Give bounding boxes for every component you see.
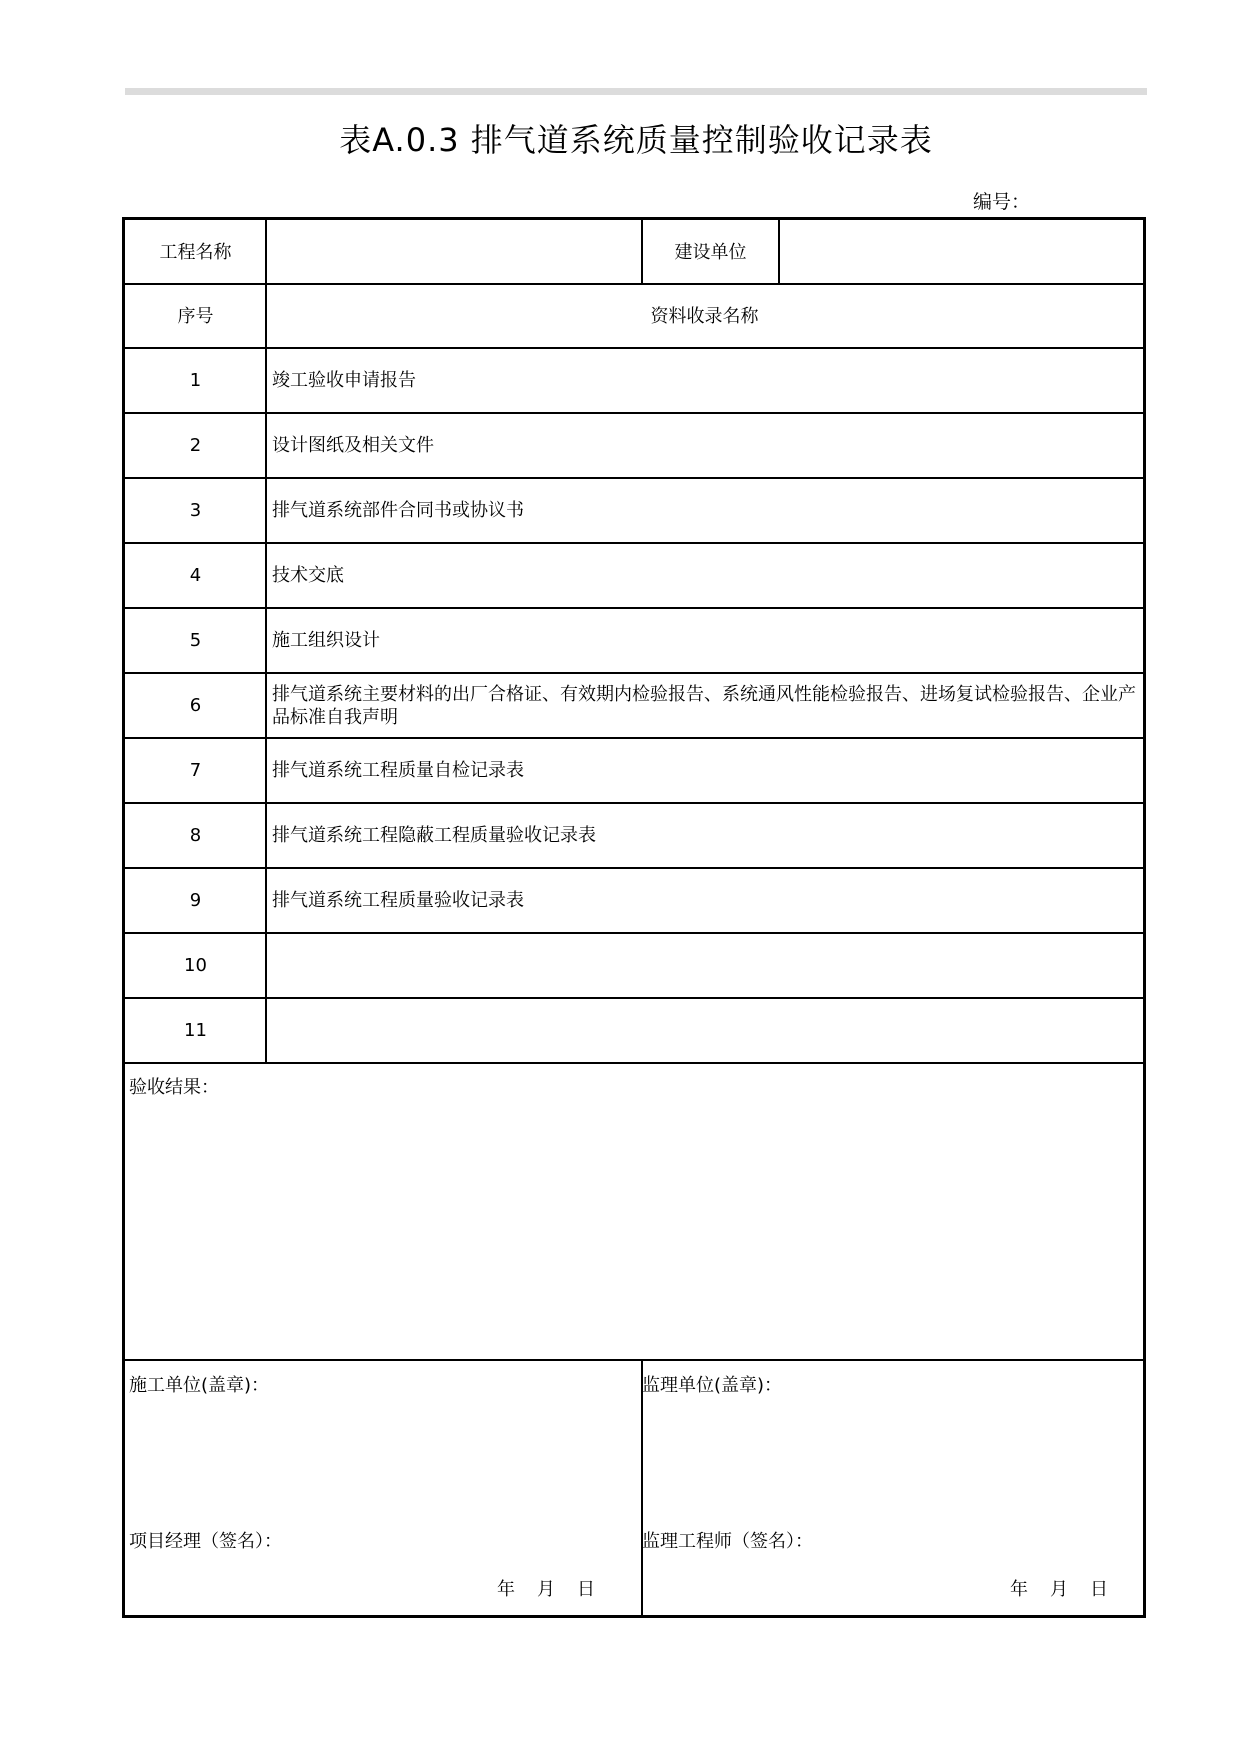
supervision-sign-date	[1010, 1578, 1130, 1601]
acceptance-result-area[interactable]	[125, 1063, 1143, 1360]
row-divider	[125, 1062, 1143, 1064]
column-divider	[641, 220, 643, 284]
table-row-name: 施工组织设计	[272, 630, 380, 651]
date-day-label: 日	[577, 1579, 595, 1600]
table-row-index: 1	[189, 370, 202, 391]
column-header-index: 序号	[177, 305, 214, 327]
row-divider	[125, 542, 1143, 544]
table-row-index: 6	[189, 695, 202, 716]
serial-number-label: 编号：	[973, 191, 1031, 213]
supervising-engineer-signature-label: 监理工程师（签名）：	[642, 1531, 813, 1552]
table-row-name[interactable]	[266, 933, 1143, 998]
date-day-label: 日	[1090, 1579, 1108, 1600]
table-row-name: 排气道系统部件合同书或协议书	[272, 500, 524, 521]
builder-label: 建设单位	[674, 241, 747, 263]
date-month-label: 月	[537, 1579, 555, 1600]
row-divider	[125, 477, 1143, 479]
date-month-label: 月	[1050, 1579, 1068, 1600]
date-year-label: 年	[497, 1579, 515, 1600]
builder-field[interactable]	[779, 220, 1143, 284]
row-divider	[125, 672, 1143, 674]
table-row-index: 3	[189, 500, 202, 521]
table-row-name: 排气道系统工程质量自检记录表	[272, 760, 524, 781]
row-divider	[125, 932, 1143, 934]
construction-sign-date	[497, 1578, 617, 1601]
table-row-name[interactable]	[266, 998, 1143, 1063]
top-rule	[125, 88, 1147, 95]
row-divider	[125, 867, 1143, 869]
row-divider	[125, 802, 1143, 804]
table-row-name: 排气道系统工程质量验收记录表	[272, 890, 524, 911]
row-divider	[125, 1359, 1143, 1361]
table-row-name: 设计图纸及相关文件	[272, 435, 434, 456]
project-manager-signature-label: 项目经理（签名）：	[129, 1531, 282, 1552]
inspection-form	[122, 217, 1146, 1618]
row-divider	[125, 412, 1143, 414]
project-name-field[interactable]	[266, 220, 642, 284]
column-divider	[265, 220, 267, 1063]
row-divider	[125, 997, 1143, 999]
table-row-index: 7	[189, 760, 202, 781]
column-header-name: 资料收录名称	[650, 305, 759, 327]
page-title: 表A.0.3 排气道系统质量控制验收记录表	[339, 121, 933, 159]
row-divider	[125, 737, 1143, 739]
row-divider	[125, 283, 1143, 285]
table-row-name: 技术交底	[272, 565, 344, 586]
table-row-name: 排气道系统主要材料的出厂合格证、有效期内检验报告、系统通风性能检验报告、进场复试检验报告、企业产品标准自我声明	[272, 683, 1136, 728]
table-row-name: 排气道系统工程隐蔽工程质量验收记录表	[272, 825, 596, 846]
table-row-index: 2	[189, 435, 202, 456]
table-row-name: 竣工验收申请报告	[272, 370, 416, 391]
table-row-index: 4	[189, 565, 202, 586]
table-row-index: 9	[189, 890, 202, 911]
table-row-index: 5	[189, 630, 202, 651]
table-row-index: 10	[184, 955, 207, 976]
row-divider	[125, 607, 1143, 609]
table-row-index: 8	[189, 825, 202, 846]
table-row-index: 11	[184, 1020, 207, 1041]
column-divider	[778, 220, 780, 284]
construction-unit-seal-label: 施工单位(盖章)：	[129, 1375, 270, 1396]
acceptance-result-label: 验收结果：	[129, 1077, 219, 1098]
date-year-label: 年	[1010, 1579, 1028, 1600]
column-divider	[641, 1360, 643, 1615]
project-name-label: 工程名称	[159, 241, 232, 263]
supervision-unit-seal-label: 监理单位(盖章)：	[642, 1375, 783, 1396]
row-divider	[125, 347, 1143, 349]
